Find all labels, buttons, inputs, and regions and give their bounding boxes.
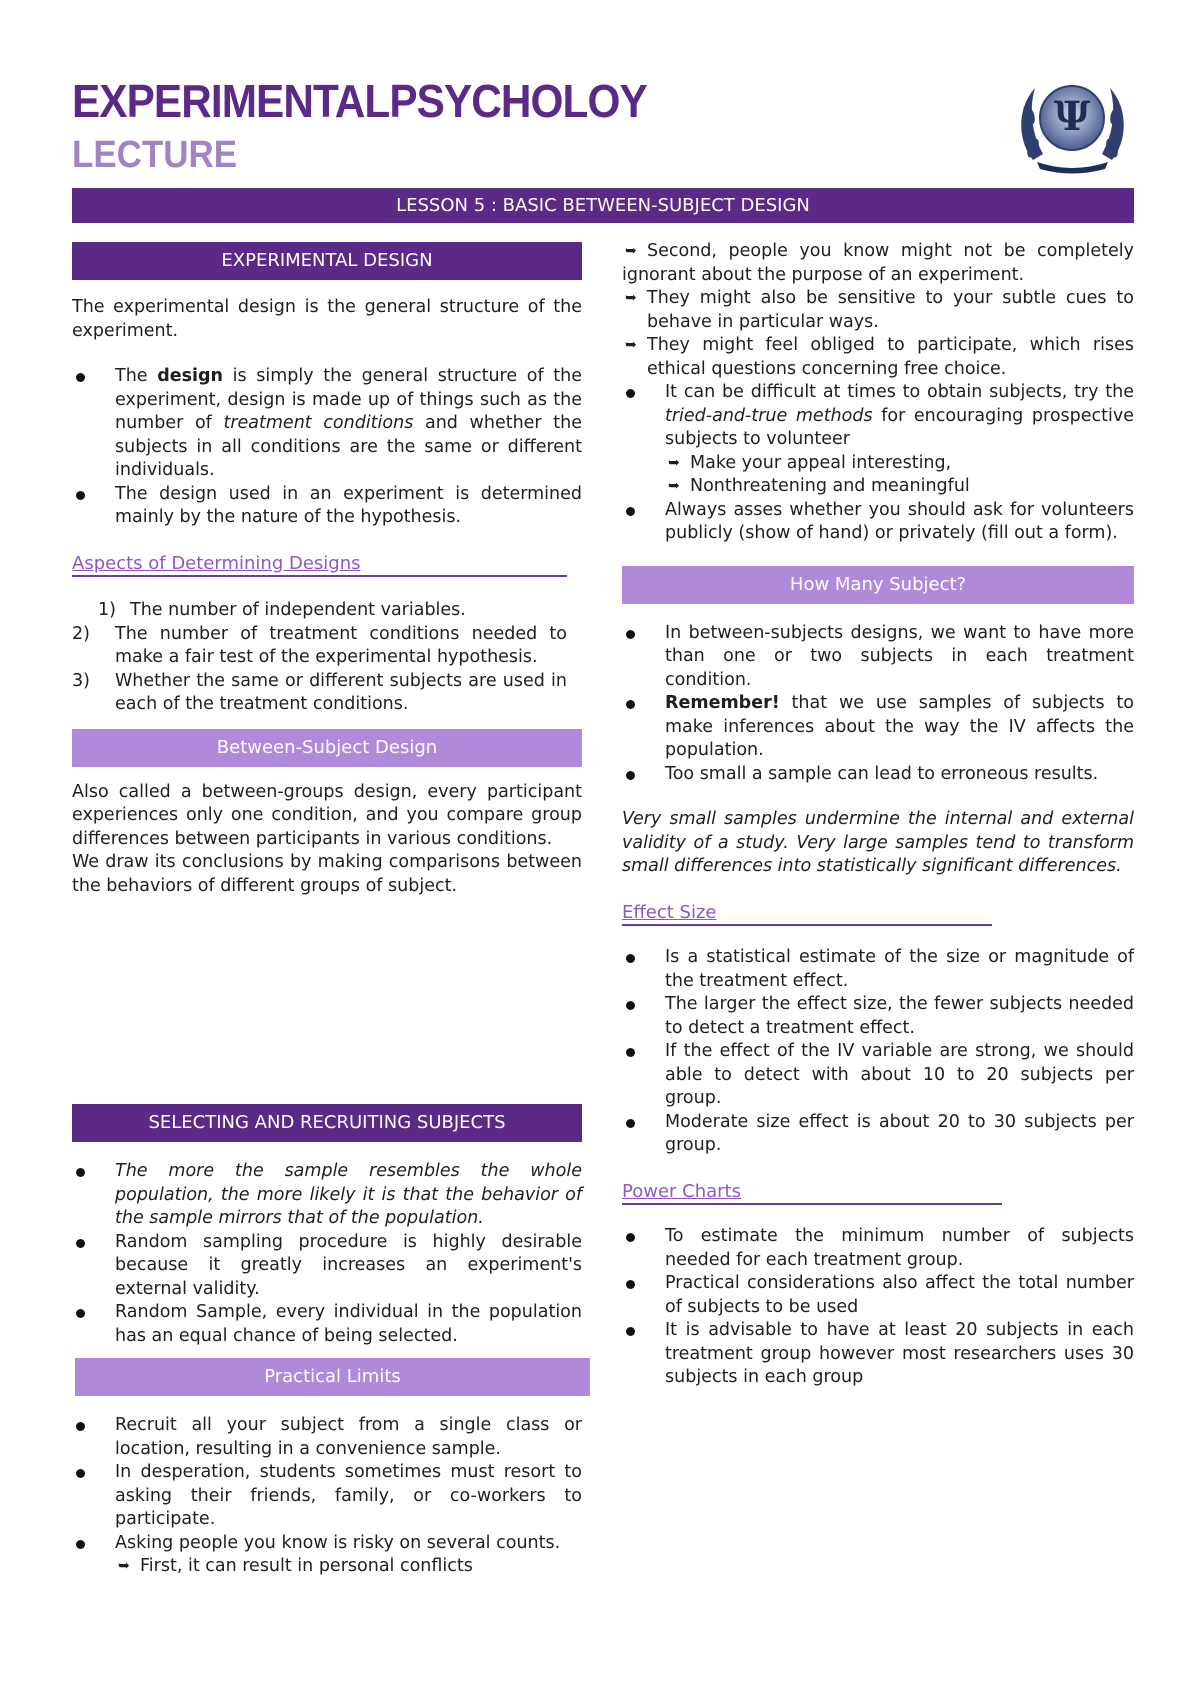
selecting-list xyxy=(72,1160,582,1348)
list-item: Random Sample, every individual in the population has an equal chance of being selected. xyxy=(72,1301,582,1348)
subheading-effect-size: Effect Size xyxy=(622,901,992,927)
section-heading-experimental-design: EXPERIMENTAL DESIGN xyxy=(72,242,582,280)
document-title: EXPERIMENTALPSYCHOLOY xyxy=(72,75,647,127)
list-item: It is advisable to have at least 20 subjects in each treatment group however most researchers uses 30 subjects in each group xyxy=(622,1319,1134,1390)
list-item: In desperation, students sometimes must resort to asking their friends, family, or co-workers to participate. xyxy=(72,1461,582,1532)
subheading-power-charts: Power Charts xyxy=(622,1180,1002,1206)
list-item: 1) The number of independent variables. xyxy=(98,600,466,620)
list-item: If the effect of the IV variable are strong, we should able to detect with about 10 to 20 subjects per group. xyxy=(622,1040,1134,1111)
experimental-design-intro: The experimental design is the general structure of the experiment. xyxy=(72,297,582,341)
sample-size-note: Very small samples undermine the internal and external validity of a study. Very large samples tend to transform small differences into statistically significant differences. xyxy=(622,809,1134,876)
list-item: The larger the effect size, the fewer subjects needed to detect a treatment effect. xyxy=(622,993,1134,1040)
list-item: ➥ First, it can result in personal conflicts xyxy=(115,1555,582,1579)
section-heading-how-many: How Many Subject? xyxy=(622,566,1134,604)
section-heading-practical-limits: Practical Limits xyxy=(75,1358,590,1396)
list-item: Asking people you know is risky on several counts. ➥ First, it can result in personal conflicts xyxy=(72,1532,582,1579)
list-item: 3) Whether the same or different subjects are used in each of the treatment conditions. xyxy=(72,670,567,714)
experimental-design-list xyxy=(72,365,582,530)
practical-list xyxy=(72,1414,582,1579)
list-item: Is a statistical estimate of the size or magnitude of the treatment effect. xyxy=(622,946,1134,993)
lesson-title-bar: LESSON 5 : BASIC BETWEEN-SUBJECT DESIGN xyxy=(72,188,1134,223)
practical-continued-list xyxy=(622,240,1134,546)
list-item: Random sampling procedure is highly desirable because it greatly increases an experiment's external validity. xyxy=(72,1231,582,1302)
list-item: ➥ They might also be sensitive to your subtle cues to behave in particular ways. xyxy=(622,287,1134,334)
list-item: Practical considerations also affect the total number of subjects to be used xyxy=(622,1272,1134,1319)
list-item: Remember! that we use samples of subjects to make inferences about the way the IV affects the population. xyxy=(622,692,1134,763)
list-item: ➥ Make your appeal interesting, xyxy=(665,452,1134,476)
left-column xyxy=(72,242,582,898)
list-item: To estimate the minimum number of subjects needed for each treatment group. xyxy=(622,1225,1134,1272)
svg-text:Ψ: Ψ xyxy=(1053,93,1091,140)
list-item: Moderate size effect is about 20 to 30 subjects per group. xyxy=(622,1111,1134,1158)
right-column xyxy=(622,240,1134,1390)
list-item: The design used in an experiment is determined mainly by the nature of the hypothesis. xyxy=(72,483,582,530)
list-item: 2) The number of treatment conditions needed to make a fair test of the experimental hypothesis. xyxy=(72,623,567,667)
left-column-lower xyxy=(72,1104,582,1579)
between-subject-para: Also called a between-groups design, every participant experiences only one condition, and you compare group differences between participants in various conditions. xyxy=(72,781,582,849)
list-item: Too small a sample can lead to erroneous results. xyxy=(622,763,1134,787)
list-item: The more the sample resembles the whole population, the more likely it is that the behavior of the sample mirrors that of the population. xyxy=(72,1160,582,1231)
aspects-list xyxy=(72,599,567,717)
list-item: In between-subjects designs, we want to have more than one or two subjects in each treatment condition. xyxy=(622,622,1134,693)
list-item: It can be difficult at times to obtain subjects, try the tried-and-true methods for encouraging prospective subjects to volunteer ➥ Make your appeal interesting, ➥ Nonthreatening and meaningful xyxy=(622,381,1134,499)
document-subtitle: LECTURE xyxy=(72,134,238,176)
effect-size-list xyxy=(622,946,1134,1158)
how-many-list xyxy=(622,622,1134,787)
section-heading-selecting: SELECTING AND RECRUITING SUBJECTS xyxy=(72,1104,582,1142)
list-item: ➥ Second, people you know might not be completely ignorant about the purpose of an experiment. xyxy=(622,240,1134,287)
list-item: ➥ Nonthreatening and meaningful xyxy=(665,475,1134,499)
section-heading-between-subject: Between-Subject Design xyxy=(72,729,582,767)
power-charts-list xyxy=(622,1225,1134,1390)
list-item: Always asses whether you should ask for volunteers publicly (show of hand) or privately (fill out a form). xyxy=(622,499,1134,546)
psychology-society-emblem-icon xyxy=(1015,70,1130,175)
between-subject-para: We draw its conclusions by making comparisons between the behaviors of different groups of subject. xyxy=(72,852,582,896)
list-item: The design is simply the general structure of the experiment, design is made up of things such as the number of treatment conditions and whether the subjects in all conditions are the same or different individuals. xyxy=(72,365,582,483)
list-item: Recruit all your subject from a single class or location, resulting in a convenience sample. xyxy=(72,1414,582,1461)
list-item: ➥ They might feel obliged to participate, which rises ethical questions concerning free choice. xyxy=(622,334,1134,381)
subheading-aspects: Aspects of Determining Designs xyxy=(72,552,567,578)
